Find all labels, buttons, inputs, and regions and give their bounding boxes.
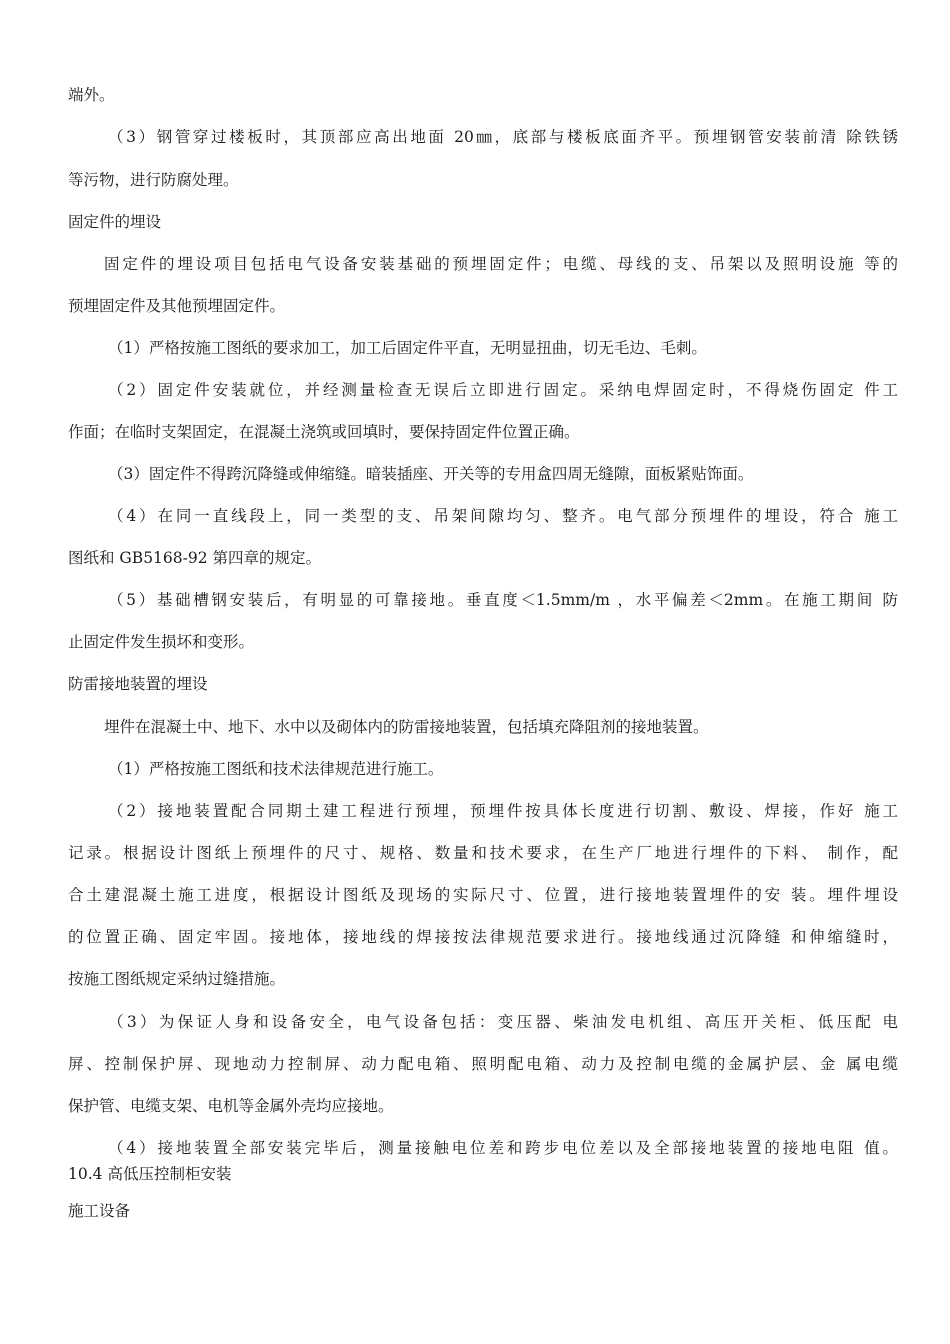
text-line: 埋件在混凝土中、地下、水中以及砌体内的防雷接地装置，包括填充降阻剂的接地装置。 xyxy=(104,718,709,736)
text-line: （5）基础槽钢安装后，有明显的可靠接地。垂直度＜1.5mm/m ，水平偏差＜2mm。在施工期间 防 xyxy=(108,591,898,609)
text-line: 按施工图纸规定采纳过缝措施。 xyxy=(68,970,286,988)
section-heading: 固定件的埋设 xyxy=(68,213,162,231)
text-line: 保护管、电缆支架、电机等金属外壳均应接地。 xyxy=(68,1097,394,1115)
text-line: 屏、控制保护屏、现地动力控制屏、动力配电箱、照明配电箱、动力及控制电缆的金属护层、金 属电缆 xyxy=(68,1055,898,1073)
text-line: 作面；在临时支架固定，在混凝土浇筑或回填时，要保持固定件位置正确。 xyxy=(68,423,580,441)
text-line: （4）接地装置全部安装完毕后，测量接触电位差和跨步电位差以及全部接地装置的接地电阻 值。 xyxy=(108,1139,898,1157)
section-heading: 防雷接地装置的埋设 xyxy=(68,675,208,693)
text-line: 图纸和 GB5168-92 第四章的规定。 xyxy=(68,549,322,567)
text-line: （2）接地装置配合同期土建工程进行预埋，预埋件按具体长度进行切割、敷设、焊接，作好 施工 xyxy=(108,802,898,820)
text-line: 止固定件发生损坏和变形。 xyxy=(68,633,255,651)
text-line: 的位置正确、固定牢固。接地体，接地线的焊接按法律规范要求进行。接地线通过沉降缝 和伸缩缝时， xyxy=(68,928,898,946)
text-line: （3）固定件不得跨沉降缝或伸缩缝。暗装插座、开关等的专用盒四周无缝隙，面板紧贴饰面。 xyxy=(108,465,754,483)
text-line: 固定件的埋设项目包括电气设备安装基础的预埋固定件；电缆、母线的支、吊架以及照明设施 等的 xyxy=(104,255,898,273)
section-heading: 施工设备 xyxy=(68,1202,131,1220)
text-line: （4）在同一直线段上，同一类型的支、吊架间隙均匀、整齐。电气部分预埋件的埋设，符合 施工 xyxy=(108,507,898,525)
text-line: 等污物，进行防腐处理。 xyxy=(68,171,239,189)
text-line: 端外。 xyxy=(68,86,115,104)
text-line: （1）严格按施工图纸和技术法律规范进行施工。 xyxy=(108,760,444,778)
text-line: （1）严格按施工图纸的要求加工，加工后固定件平直，无明显扭曲，切无毛边、毛刺。 xyxy=(108,339,707,357)
section-heading: 10.4 高低压控制柜安装 xyxy=(68,1165,232,1183)
text-line: 记录。根据设计图纸上预埋件的尺寸、规格、数量和技术要求，在生产厂地进行埋件的下料、 制作，配 xyxy=(68,844,898,862)
text-line: 预埋固定件及其他预埋固定件。 xyxy=(68,297,286,315)
text-line: （3）为保证人身和设备安全，电气设备包括：变压器、柴油发电机组、高压开关柜、低压配 电 xyxy=(108,1013,898,1031)
text-line: 合土建混凝土施工进度，根据设计图纸及现场的实际尺寸、位置，进行接地装置埋件的安 装。埋件埋设 xyxy=(68,886,898,904)
text-line: （3）钢管穿过楼板时，其顶部应高出地面 20㎜，底部与楼板底面齐平。预埋钢管安装前清 除铁锈 xyxy=(108,128,898,146)
text-line: （2）固定件安装就位，并经测量检查无误后立即进行固定。采纳电焊固定时，不得烧伤固定 件工 xyxy=(108,381,898,399)
